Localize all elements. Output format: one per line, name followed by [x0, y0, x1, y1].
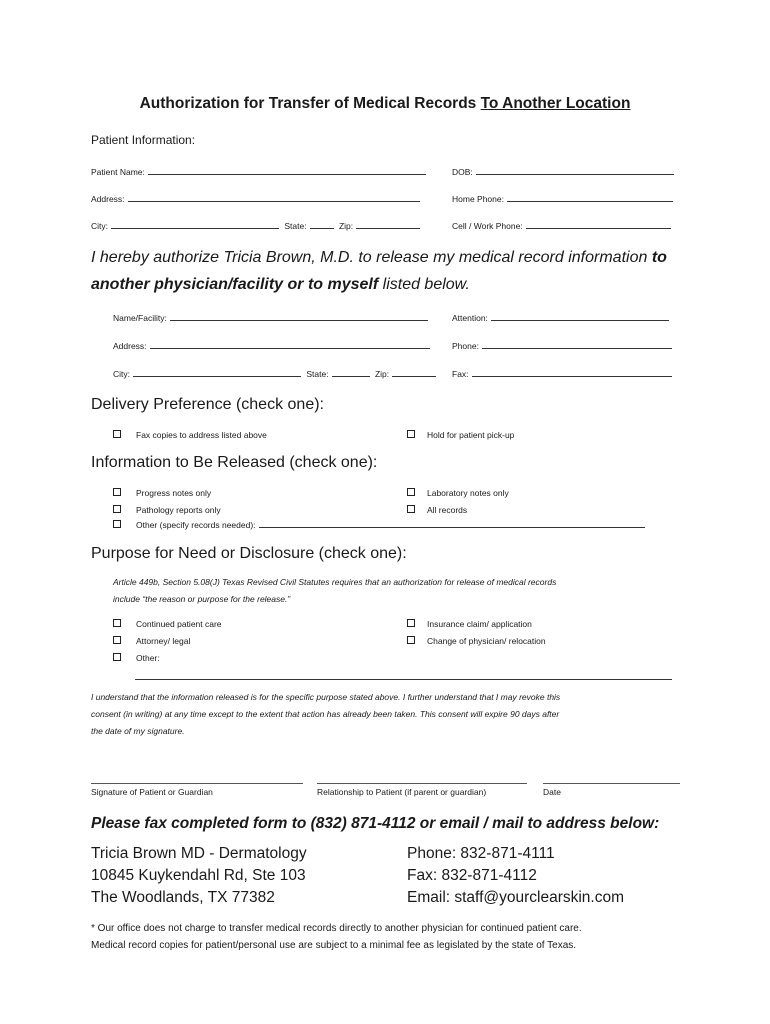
fax-instruction: Please fax completed form to (832) 871-4112 or email / mail to address below: [91, 815, 660, 832]
relationship-line[interactable] [317, 783, 527, 784]
attention-label: Attention: [452, 313, 488, 323]
date-line[interactable] [543, 783, 680, 784]
patient-address-field[interactable] [128, 201, 420, 202]
home-phone-field[interactable] [507, 201, 673, 202]
other-records-field[interactable] [259, 527, 645, 528]
authorization-bold-2: another physician/facility or to myself [91, 276, 379, 293]
delivery-fax-option[interactable] [113, 430, 267, 440]
cell-phone-field[interactable] [526, 228, 671, 229]
other-records-label: Other (specify records needed): [136, 520, 256, 530]
recipient-city-field[interactable] [133, 376, 301, 377]
progress-notes-option[interactable] [113, 488, 211, 498]
office-street: 10845 Kuykendahl Rd, Ste 103 [91, 867, 306, 884]
signature-line[interactable] [91, 783, 303, 784]
office-phone: Phone: 832-871-4111 [407, 845, 555, 862]
insurance-option[interactable] [407, 619, 532, 629]
delivery-pickup-label: Hold for patient pick-up [427, 430, 515, 440]
footnote-line-1: * Our office does not charge to transfer medical records directly to another physician for continued patient care. [91, 923, 582, 934]
patient-zip-field[interactable] [356, 228, 420, 229]
recipient-name-label: Name/Facility: [113, 313, 167, 323]
recipient-address-row [113, 341, 433, 351]
recipient-phone-row [452, 341, 675, 351]
laboratory-notes-label: Laboratory notes only [427, 488, 509, 498]
recipient-address-label: Address: [113, 341, 147, 351]
purpose-other-field[interactable] [135, 679, 672, 680]
recipient-name-row [113, 313, 431, 323]
delivery-heading: Delivery Preference (check one): [91, 396, 324, 413]
date-label: Date [543, 787, 561, 797]
patient-name-row [91, 167, 429, 177]
checkbox[interactable] [407, 430, 415, 438]
recipient-state-label: State: [306, 369, 329, 379]
dob-field[interactable] [476, 174, 674, 175]
checkbox[interactable] [113, 520, 121, 528]
office-city: The Woodlands, TX 77382 [91, 889, 275, 906]
authorization-text-2: listed below. [378, 276, 470, 293]
office-fax: Fax: 832-871-4112 [407, 867, 537, 884]
recipient-fax-label: Fax: [452, 369, 469, 379]
cell-phone-row [452, 221, 674, 231]
change-physician-option[interactable] [407, 636, 546, 646]
recipient-zip-field[interactable] [392, 376, 436, 377]
footnote-line-2: Medical record copies for patient/personal use are subject to a minimal fee as legislated by the state of Texas. [91, 940, 577, 951]
dob-label: DOB: [452, 167, 473, 177]
authorization-line-2 [91, 276, 470, 294]
continued-care-option[interactable] [113, 619, 222, 629]
relationship-label: Relationship to Patient (if parent or guardian) [317, 787, 487, 797]
patient-address-label: Address: [91, 194, 125, 204]
consent-line-3: the date of my signature. [91, 726, 185, 736]
delivery-fax-label: Fax copies to address listed above [136, 430, 267, 440]
patient-address-row [91, 194, 423, 204]
info-released-heading: Information to Be Released (check one): [91, 454, 378, 471]
patient-name-label: Patient Name: [91, 167, 145, 177]
signature-label: Signature of Patient or Guardian [91, 787, 213, 797]
checkbox[interactable] [113, 636, 121, 644]
dob-row [452, 167, 677, 177]
checkbox[interactable] [113, 505, 121, 513]
office-name: Tricia Brown MD - Dermatology [91, 845, 307, 862]
statute-line-2: include “the reason or purpose for the release.” [113, 594, 291, 604]
patient-state-label: State: [284, 221, 307, 231]
progress-notes-label: Progress notes only [136, 488, 212, 498]
checkbox[interactable] [113, 619, 121, 627]
pathology-label: Pathology reports only [136, 505, 221, 515]
home-phone-row [452, 194, 676, 204]
laboratory-notes-option[interactable] [407, 488, 509, 498]
recipient-phone-label: Phone: [452, 341, 479, 351]
form-title [0, 95, 770, 113]
recipient-fax-row [452, 369, 675, 379]
statute-line-1: Article 449b, Section 5.08(J) Texas Revised Civil Statutes requires that an authorization for release of medical records [113, 577, 557, 587]
patient-city-row [91, 221, 423, 231]
patient-city-label: City: [91, 221, 108, 231]
recipient-address-field[interactable] [150, 348, 430, 349]
consent-line-2: consent (in writing) at any time except to the extent that action has already been taken. This consent will expire 90 days after [91, 709, 560, 719]
purpose-other-option[interactable] [113, 653, 160, 663]
recipient-city-row [113, 369, 439, 379]
purpose-heading: Purpose for Need or Disclosure (check one): [91, 545, 407, 562]
checkbox[interactable] [407, 636, 415, 644]
authorization-line-1 [91, 249, 667, 267]
patient-city-field[interactable] [111, 228, 279, 229]
checkbox[interactable] [407, 619, 415, 627]
attention-field[interactable] [491, 320, 669, 321]
title-text: Authorization for Transfer of Medical Records [139, 95, 481, 112]
attorney-label: Attorney/ legal [136, 636, 191, 646]
continued-care-label: Continued patient care [136, 619, 222, 629]
title-underlined-text: To Another Location [480, 95, 631, 112]
consent-line-1: I understand that the information released is for the specific purpose stated above. I further understand that I may revoke this [91, 692, 561, 702]
recipient-fax-field[interactable] [472, 376, 672, 377]
patient-name-field[interactable] [148, 174, 426, 175]
authorization-text-1: I hereby authorize Tricia Brown, M.D. to release my medical record information [91, 249, 652, 266]
insurance-label: Insurance claim/ application [427, 619, 532, 629]
patient-zip-label: Zip: [338, 221, 354, 231]
checkbox[interactable] [113, 488, 121, 496]
recipient-city-label: City: [113, 369, 130, 379]
other-records-option[interactable] [113, 520, 648, 530]
patient-info-label: Patient Information: [91, 133, 196, 147]
authorization-bold-1: to [651, 249, 667, 266]
change-physician-label: Change of physician/ relocation [427, 636, 546, 646]
recipient-phone-field[interactable] [482, 348, 672, 349]
attorney-option[interactable] [113, 636, 190, 646]
recipient-name-field[interactable] [170, 320, 428, 321]
patient-state-field[interactable] [310, 228, 334, 229]
purpose-other-label: Other: [136, 653, 160, 663]
recipient-state-field[interactable] [332, 376, 370, 377]
all-records-option[interactable] [407, 505, 467, 515]
home-phone-label: Home Phone: [452, 194, 504, 204]
cell-phone-label: Cell / Work Phone: [452, 221, 523, 231]
pathology-option[interactable] [113, 505, 221, 515]
all-records-label: All records [427, 505, 468, 515]
checkbox[interactable] [113, 653, 121, 661]
delivery-pickup-option[interactable] [407, 430, 514, 440]
office-email[interactable]: Email: staff@yourclearskin.com [407, 889, 625, 906]
recipient-zip-label: Zip: [374, 369, 390, 379]
checkbox[interactable] [407, 505, 415, 513]
checkbox[interactable] [113, 430, 121, 438]
checkbox[interactable] [407, 488, 415, 496]
attention-row [452, 313, 672, 323]
